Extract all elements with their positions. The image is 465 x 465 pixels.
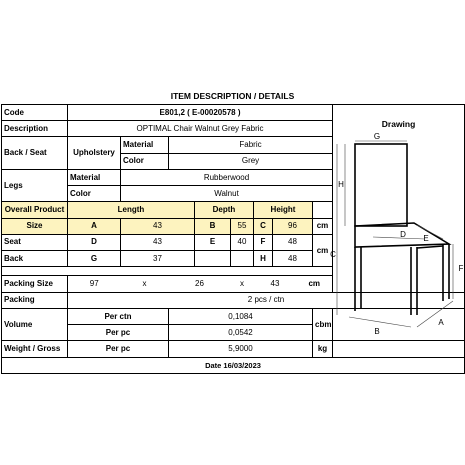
volume-per-ctn-label: Per ctn bbox=[68, 308, 169, 324]
label-f: F bbox=[458, 264, 464, 273]
upholstery-material-label: Material bbox=[121, 137, 169, 153]
volume-label: Volume bbox=[2, 308, 68, 340]
upholstery-material-value: Fabric bbox=[169, 137, 333, 153]
packing-value: 2 pcs / ctn bbox=[68, 292, 465, 308]
packing-unit: cm bbox=[297, 276, 333, 292]
seat-d-key: D bbox=[68, 234, 121, 250]
seat-e-key: E bbox=[195, 234, 231, 250]
weight-unit: kg bbox=[313, 341, 333, 357]
legs-color-label: Color bbox=[68, 186, 121, 202]
date-row bbox=[2, 357, 465, 373]
back-g-value: 37 bbox=[121, 251, 195, 267]
back-h-value: 48 bbox=[273, 251, 313, 267]
code-label: Code bbox=[2, 105, 68, 121]
back-e-blank bbox=[195, 251, 231, 267]
volume-per-pc-value: 0,0542 bbox=[169, 325, 313, 341]
packing-x2: x bbox=[231, 276, 254, 292]
back-h-key: H bbox=[254, 251, 273, 267]
legs-material-label: Material bbox=[68, 169, 121, 185]
drawing-cell bbox=[330, 105, 465, 336]
spacer bbox=[2, 267, 333, 276]
volume-unit: cbm bbox=[313, 308, 333, 340]
size-label: Size bbox=[2, 218, 68, 234]
label-b: B bbox=[374, 327, 380, 336]
overall-b-value: 55 bbox=[231, 218, 254, 234]
height-header: Height bbox=[254, 202, 313, 218]
label-a: A bbox=[438, 318, 444, 327]
seat-e-value: 40 bbox=[231, 234, 254, 250]
overall-a-value: 43 bbox=[121, 218, 195, 234]
upholstery-color-label: Color bbox=[121, 153, 169, 169]
code-row bbox=[2, 105, 465, 121]
chair-drawing bbox=[330, 132, 465, 341]
overall-a-key: A bbox=[68, 218, 121, 234]
volume-per-pc-label: Per pc bbox=[68, 325, 169, 341]
back-seat-label: Back / Seat bbox=[2, 137, 68, 169]
weight-blank bbox=[333, 341, 465, 357]
seat-f-value: 48 bbox=[273, 234, 313, 250]
legs-material-value: Rubberwood bbox=[121, 169, 333, 185]
packing-w: 26 bbox=[169, 276, 231, 292]
drawing-title: Drawing bbox=[381, 119, 416, 129]
depth-header: Depth bbox=[195, 202, 254, 218]
description-label: Description bbox=[2, 121, 68, 137]
upholstery-color-value: Grey bbox=[169, 153, 333, 169]
overall-c-value: 96 bbox=[273, 218, 313, 234]
overall-product-label: Overall Product bbox=[2, 202, 68, 218]
upholstery-label: Upholstery bbox=[68, 137, 121, 169]
seat-label: Seat bbox=[2, 234, 68, 250]
code-value: E801,2 ( E-00020578 ) bbox=[68, 105, 333, 121]
back-e-value-blank bbox=[231, 251, 254, 267]
label-g: G bbox=[373, 132, 381, 141]
header-blank bbox=[313, 202, 333, 218]
seat-back-unit: cm bbox=[313, 234, 333, 266]
weight-label: Weight / Gross bbox=[2, 341, 68, 357]
seat-f-key: F bbox=[254, 234, 273, 250]
back-label: Back bbox=[2, 251, 68, 267]
legs-label: Legs bbox=[2, 169, 68, 201]
overall-c-key: C bbox=[254, 218, 273, 234]
label-e: E bbox=[423, 234, 429, 243]
seat-d-value: 43 bbox=[121, 234, 195, 250]
volume-per-ctn-value: 0,1084 bbox=[169, 308, 313, 324]
length-header: Length bbox=[68, 202, 195, 218]
packing-x1: x bbox=[121, 276, 169, 292]
label-c: C bbox=[330, 250, 336, 259]
description-value: OPTIMAL Chair Walnut Grey Fabric bbox=[68, 121, 333, 137]
overall-unit: cm bbox=[313, 218, 333, 234]
packing-size-label: Packing Size bbox=[2, 276, 68, 292]
packing-label: Packing bbox=[2, 292, 68, 308]
weight-per-pc-label: Per pc bbox=[68, 341, 169, 357]
packing-h: 43 bbox=[254, 276, 297, 292]
label-d: D bbox=[400, 230, 406, 239]
back-g-key: G bbox=[68, 251, 121, 267]
weight-value: 5,9000 bbox=[169, 341, 313, 357]
label-h: H bbox=[338, 180, 344, 189]
packing-l: 97 bbox=[68, 276, 121, 292]
date-label: Date 16/03/2023 bbox=[2, 357, 465, 373]
legs-color-value: Walnut bbox=[121, 186, 333, 202]
overall-b-key: B bbox=[195, 218, 231, 234]
weight-row bbox=[2, 341, 465, 357]
sheet-title: ITEM DESCRIPTION / DETAILS bbox=[170, 91, 295, 101]
spec-table bbox=[1, 104, 465, 374]
